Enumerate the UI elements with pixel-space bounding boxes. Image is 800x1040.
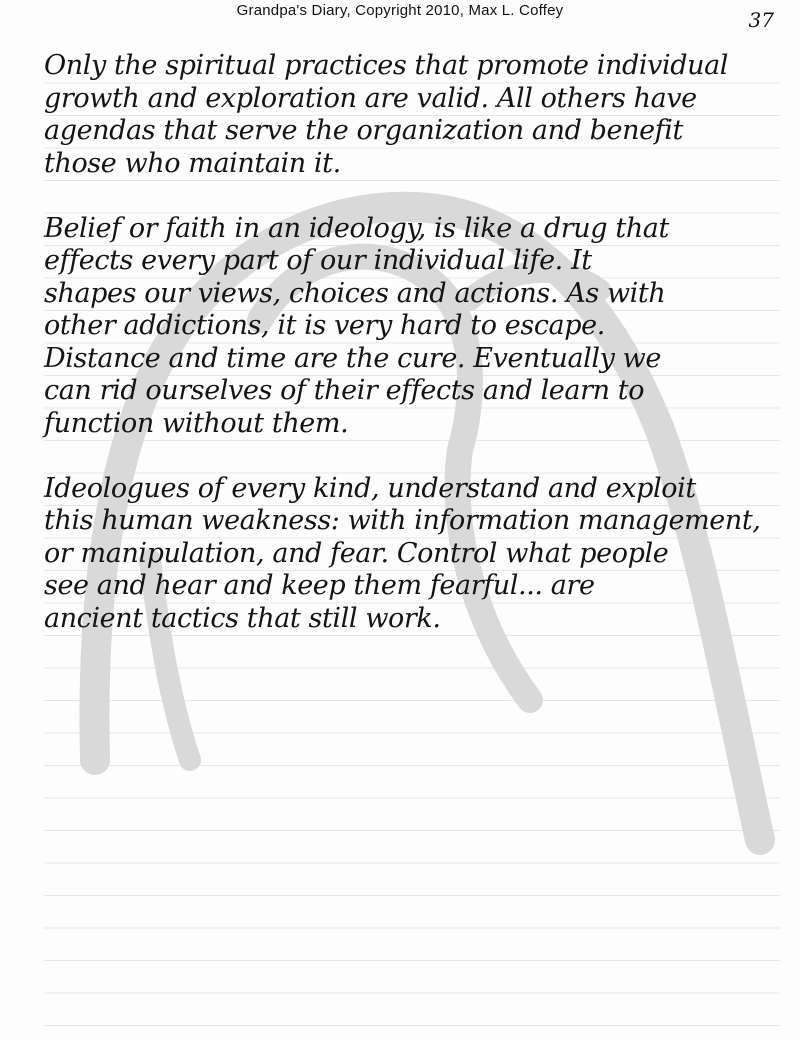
text-line: ancient tactics that still work. xyxy=(44,602,441,634)
text-line: see and hear and keep them fearful... are xyxy=(44,570,595,601)
paragraph-belief-ideology xyxy=(44,213,774,441)
text-line: Ideologues of every kind, understand and exploit xyxy=(44,472,696,504)
text-line: other addictions, it is very hard to escape. xyxy=(44,310,605,341)
text-line: shapes our views, choices and actions. As with xyxy=(44,277,666,309)
text-line: those who maintain it. xyxy=(44,147,341,179)
text-line: Only the spiritual practices that promote individual xyxy=(44,50,729,81)
paragraph-ideologues xyxy=(44,473,774,636)
blank-line xyxy=(44,180,774,213)
text-line: effects every part of our individual life. It xyxy=(44,245,592,276)
text-line: or manipulation, and fear. Control what people xyxy=(44,537,669,569)
page-header: Grandpa's Diary, Copyright 2010, Max L. Coffey xyxy=(236,2,564,19)
text-line: Belief or faith in an ideology, is like a drug that xyxy=(44,212,669,244)
text-line: growth and exploration are valid. All others have xyxy=(44,82,697,114)
diary-entry xyxy=(44,50,774,635)
page-number: 37 xyxy=(748,8,774,32)
text-line: Distance and time are the cure. Eventually we xyxy=(44,342,661,374)
text-line: this human weakness: with information management, xyxy=(44,505,761,536)
blank-line xyxy=(44,440,774,473)
paragraph-spiritual-practices xyxy=(44,50,774,180)
text-line: agendas that serve the organization and benefit xyxy=(44,115,683,146)
text-line: function without them. xyxy=(44,407,349,439)
text-line: can rid ourselves of their effects and learn to xyxy=(44,375,645,406)
